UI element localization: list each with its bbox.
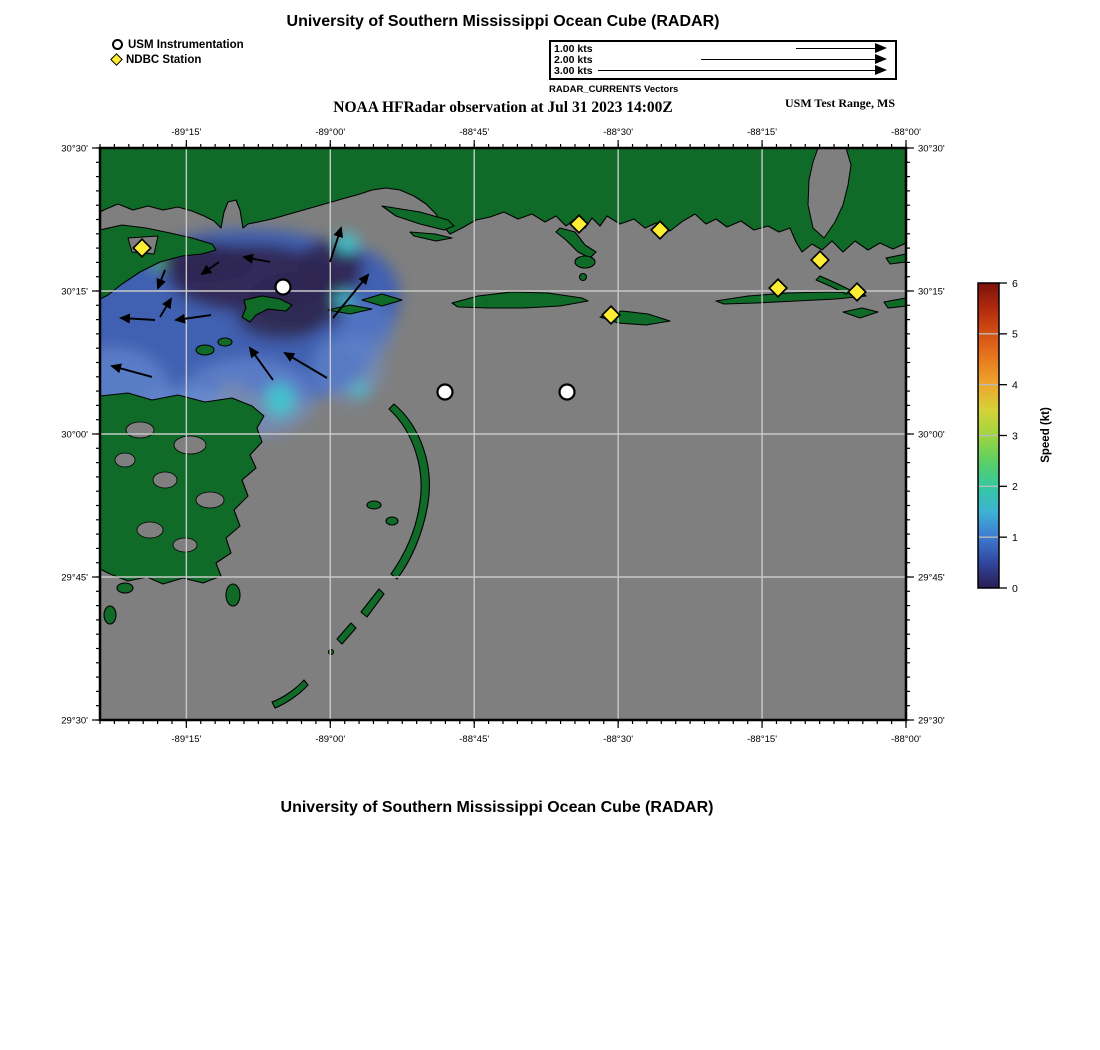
lon-tick-label: -88°30' bbox=[603, 127, 634, 138]
colorbar-tick-label: 0 bbox=[1012, 582, 1018, 595]
lon-tick-label: -89°15' bbox=[171, 734, 202, 745]
lon-tick-label: -88°00' bbox=[891, 127, 921, 138]
lon-tick-label: -88°15' bbox=[747, 734, 778, 745]
island-round bbox=[580, 274, 587, 281]
lat-tick-label: 30°30' bbox=[918, 143, 945, 155]
bottom-title: University of Southern Mississippi Ocean Cube (RADAR) bbox=[280, 799, 714, 816]
colorbar-tick-label: 6 bbox=[1012, 277, 1018, 290]
lon-tick-label: -88°45' bbox=[459, 127, 490, 138]
observation-subtitle: NOAA HFRadar observation at Jul 31 2023 14:00Z bbox=[333, 99, 673, 116]
lat-tick-label: 30°00' bbox=[61, 429, 88, 441]
lat-tick-label: 30°15' bbox=[61, 286, 88, 298]
vector-scale-label-2: 2.00 kts bbox=[554, 54, 593, 66]
usm-station-marker bbox=[437, 385, 452, 400]
lon-tick-label: -88°30' bbox=[603, 734, 634, 745]
island-chandeleur-dot bbox=[329, 650, 334, 655]
vector-scale-label-3: 3.00 kts bbox=[554, 65, 593, 77]
land-delta-blob bbox=[575, 256, 595, 268]
lat-tick-label: 29°30' bbox=[918, 715, 945, 727]
colorbar-tick-label: 3 bbox=[1012, 430, 1018, 443]
lat-tick-label: 29°45' bbox=[918, 572, 945, 584]
colorbar-title: Speed (kt) bbox=[1040, 407, 1052, 463]
colorbar-tick-label: 1 bbox=[1012, 531, 1018, 544]
lon-tick-label: -88°00' bbox=[891, 734, 921, 745]
lon-tick-label: -88°15' bbox=[747, 127, 778, 138]
usm-station-marker bbox=[560, 385, 575, 400]
lat-tick-label: 30°30' bbox=[61, 143, 88, 155]
lat-tick-label: 30°15' bbox=[918, 286, 945, 298]
usm-legend-label: USM Instrumentation bbox=[128, 38, 244, 51]
lon-tick-label: -89°00' bbox=[315, 127, 346, 138]
vector-scale-caption: RADAR_CURRENTS Vectors bbox=[549, 84, 679, 95]
lat-tick-label: 29°45' bbox=[61, 572, 88, 584]
usm-station-marker bbox=[276, 279, 291, 294]
lat-tick-label: 29°30' bbox=[61, 715, 88, 727]
colorbar bbox=[978, 278, 1018, 595]
colorbar-tick-label: 4 bbox=[1012, 379, 1018, 392]
island-chandeleur-w2 bbox=[386, 517, 398, 525]
island-chandeleur-w1 bbox=[367, 501, 381, 509]
colorbar-tick-label: 5 bbox=[1012, 328, 1018, 341]
page-title: University of Southern Mississippi Ocean Cube (RADAR) bbox=[286, 13, 720, 30]
lon-tick-label: -89°15' bbox=[171, 127, 202, 138]
vector-scale-label-1: 1.00 kts bbox=[554, 43, 593, 55]
test-range-label: USM Test Range, MS bbox=[784, 96, 895, 110]
lon-tick-label: -88°45' bbox=[459, 734, 490, 745]
colorbar-tick-label: 2 bbox=[1012, 481, 1018, 494]
lat-tick-label: 30°00' bbox=[918, 429, 945, 441]
lon-tick-label: -89°00' bbox=[315, 734, 346, 745]
ndbc-legend-label: NDBC Station bbox=[126, 53, 202, 66]
